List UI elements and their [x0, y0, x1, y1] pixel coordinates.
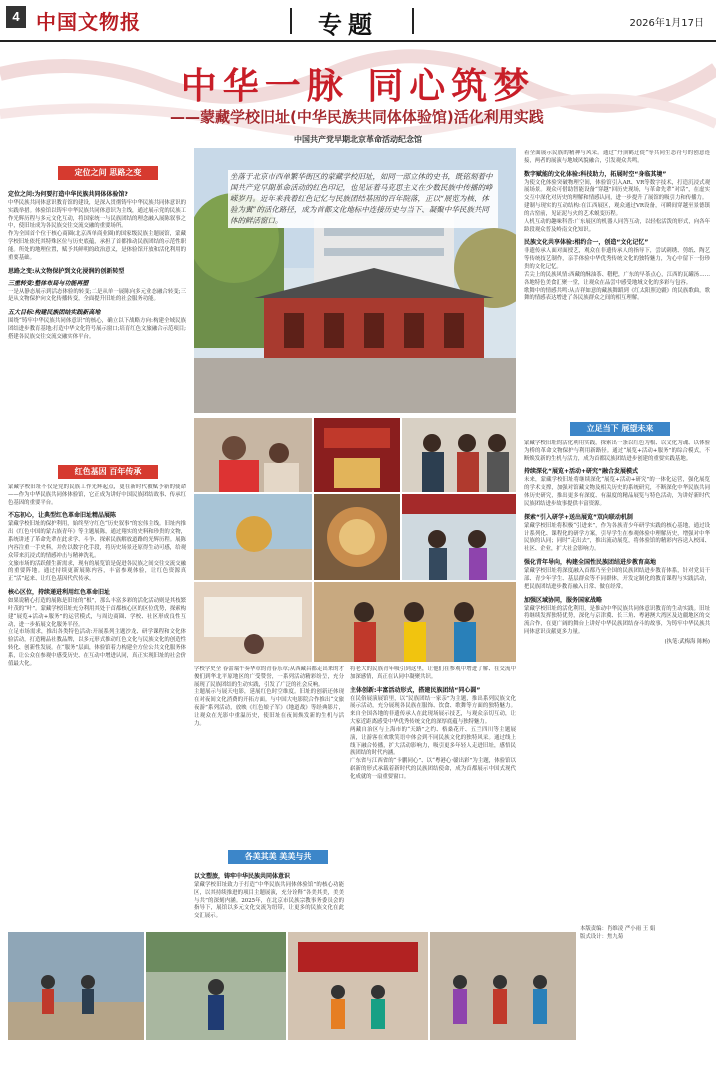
section-header: 红色基因 百年传承	[58, 465, 158, 479]
photo-activity	[314, 582, 516, 662]
paragraph: 中华民族共同体意识教育馆的建设，是深入贯彻铸牢中华民族共同体意识的实践举措。体验馆以铸牢中华民族共同体意识为主线，通过展示党的民族工作光辉历程与多元文化互动，将国家统一与民族团结的理念融入展陈叙事之中，使旧址成为各民族交往交流交融的重要场所。	[8, 200, 186, 230]
paragraph: 立足市场需求，推出各类特色活动:开展系列主题沙龙、研学课程和文化体验活动，打造精品社教品牌，以多元形式推动红色文化与民族文化的创造性转化、创新性发展。在“服务”层面，体验馆着力构建全方位公共文化服务体系，让公众在参观中感受历史、在互动中增进认同，真正实现旧址的社会价值最大化。	[8, 629, 186, 667]
paragraph: 人机互动的趣味科普:广东展区的机器人同答互动，以轻松活泼的形式，向各年龄段观众普及岭南文化知识。	[524, 218, 710, 233]
photo-activity	[194, 418, 312, 492]
subheading: 不忘初心，让典型红色革命旧址精品展陈	[8, 512, 117, 520]
subheading: 思路之变:从文物保护到文化浸润的创新转型	[8, 267, 125, 275]
page-number: 4	[6, 6, 26, 28]
paragraph: 蒙藏学校旧址的保护利用，始终坚守红色“历史叙事”的宏伟主线。旧址内推出《红色中国的蒙古族青年》等主题展陈，通过翔实的史料和珍贵的文物，系统讲述了革命先辈在此求学、斗争、探索民族解放道路的光辉历程。展陈内容注重一手史料，并佐以数字化手段，将历史场景还原得生动可感，给观众带来沉浸式的情感冲击与精神洗礼。	[8, 521, 186, 559]
subheading: 主体创新:丰富活动形式，搭建民族团结“同心圆”	[350, 686, 481, 694]
masthead	[0, 0, 716, 42]
column-2b	[194, 868, 344, 924]
paragraph: 作为全国首个位于核心商圈(北京西单商业圈)的国家级民族主题展馆，蒙藏学校旧址依托其特殊区位与历史底蕴，承担了首都推动民族团结的示范性职能。所处的地理位置，赋予其鲜明的政治意义，是体验馆开放和活化利用的重要基础。	[8, 231, 186, 261]
paragraph: 舌尖上的民族风情:西藏的酥油茶、糌粑，广东的早茶点心，江西的瓦罐汤……各地特色美食汇聚一堂，让观众在品尝中感受地域文化的多彩与包容。	[524, 271, 710, 286]
paragraph: 未来，蒙藏学校旧址将继续深化“展览+活动+研究”的一体化运营，强化展览的学术支撑，加强对馆藏文物及相关历史的系统研究，不断深化中华民族共同体历史研究，推出更多有深度、有温度的精品展览与特色活动，为讲好新时代民族团结进步故事提供丰富资源。	[524, 477, 710, 507]
editor-line: 本版责编：肖维凌 严小雨 王 娟	[580, 926, 656, 932]
paragraph: 蒙藏学校旧址的活化利用实践，探索出一条以红色为根、以文化为魂、以体验为桥的革命文物保护与利用新路径。通过“展览+活动+服务”的综合模式，不断焕发新的生机与活力，成为首都民族团结进步创建的重要实践基地。	[524, 440, 710, 462]
design-line: 版式设计：焦九菊	[580, 934, 624, 940]
subheading: 定位之问:为何要打造中华民族共同体体验馆?	[8, 191, 128, 198]
column-4	[524, 150, 710, 408]
paragraph: 为使文化体验突破物理空间，体验馆引入AR、VR等数字技术，打造沉浸式观展场景。观众可借助智能设备“穿越”回历史现场，与革命先辈“对话”，在虚实交互中深化对历史的理解和情感认同，进一步提升了展馆的吸引力和传播力。	[524, 179, 710, 202]
author-org: 中国共产党早期北京革命活动纪念馆	[294, 135, 422, 144]
paragraph: 文旅市场的活跃催生新需求，现有的展览馆是促进各民族之间交往交流交融的重要阵地。通过持续更新展陈内容，丰富参观体验，让红色资源真正“活”起来、让红色基因代代传承。	[8, 560, 186, 583]
editor-credit	[580, 924, 710, 940]
subheading: 以文塑旅，铸牢中华民族共同体意识	[194, 873, 291, 880]
photo-activity	[194, 582, 312, 662]
headline-subtitle: ——蒙藏学校旧址(中华民族共同体体验馆)活化利用实践	[170, 108, 544, 126]
photo-activity	[314, 494, 400, 580]
subheading: 加强区域协同，服务国家战略	[524, 596, 603, 604]
subheading: 三重转变:整体布局与功能再塑	[8, 279, 89, 287]
column-1	[8, 186, 186, 342]
subheading: 核心区位，持续递进利用红色革命旧址	[8, 589, 111, 597]
photo-performance	[146, 932, 286, 1040]
photo-performance	[430, 932, 576, 1040]
paragraph: 学校学史全 春蕾端午奏华章的青春乐章;从西藏昌都走出来的才俊们到华北平原地区的广受赞誉，一系列活动精彩纷呈，充分展现了民族团结的生动实践，引发了广泛的社会反响。	[194, 666, 344, 688]
column-2	[194, 666, 344, 852]
headline-title: 中华一脉 同心筑梦	[180, 66, 536, 107]
column-3	[350, 666, 516, 924]
section-header: 立足当下 展望未来	[570, 422, 670, 436]
section-header: 定位之问 思路之变	[58, 166, 158, 180]
paragraph: 如果说精心打造的展陈是旧址的“根”，那么丰富多彩的活化活动则是其枝繁叶茂的“叶”。蒙藏学校旧址充分利用其处于首都核心区的区位优势，探索构建“展览+活动+服务”的运营模式，与周边商圈、学校、社区形成良性互动，进一步拓展文化服务半径。	[8, 598, 186, 628]
divider	[412, 8, 414, 34]
subheading: 持续深化“展览+活动+研究”融合发展模式	[524, 468, 638, 476]
divider	[290, 8, 292, 34]
paragraph: 将老大的民族青年吸引到这里，让他们在参观中增进了解、在交流中加深感情，真正在认同中凝聚共识。	[350, 666, 516, 680]
author-credit: (执笔:武梅海 陈畅)	[664, 638, 710, 645]
paragraph: 在民俗展演展馆里，以“民族团结一家亲”为主题，推出系列民族文化展示活动，充分展现各民族在服饰、饮食、歌舞等方面的独特魅力。来自全国各地的非遗传承人在此现场展示技艺，与观众亲切互动，让大家近距离感受中华优秀传统文化的深厚底蕴与独特魅力。	[350, 695, 516, 726]
paragraph: 广东省与江西省的“卡鹏同心”、以“粤港心·赣出彩”为主题，体验馆以崭新的形式承载着新时代的民族团结使命，成为首都展示中国式现代化成就的一扇重要窗口。	[350, 758, 516, 780]
photo-activity	[402, 418, 516, 492]
paragraph: 歌舞中的情感共鸣:从吉祥如意的藏族舞蹈到《红太阳照边疆》的民族歌曲，歌舞的情感表达增进了各民族群众之间的相互理解。	[524, 287, 710, 302]
photo-activity	[194, 494, 312, 580]
column-4b	[524, 440, 710, 924]
paragraph: 一是从静态展示到活态体验的转变;二是从单一展陈向多元业态融合转变;三是从文物保护向文化传播转变，全面提升旧址的社会服务功能。	[8, 288, 186, 303]
column-1b	[8, 484, 186, 924]
section-header: 各美其美 美美与共	[228, 850, 328, 864]
intro-text: 坐落于北京市西单繁华街区的蒙藏学校旧址，如同一部立体的史书，既铭刻着中国共产党早期革命活动的红色印记，也见证着马克思主义在少数民族中传播的峥嵘岁月。近年来我着红色记忆与民族团结基因的百年院落，正以“展览为核、体验为翼”的活化路径，成为首都文化地标中连接历史与当下、凝聚中华民族共同体的鲜活窗口。	[228, 170, 498, 228]
subheading: 探索“引入研学+送出展览”双向联动机制	[524, 513, 633, 521]
paragraph: 蒙藏学校旧址的活化利用，是推动中华民族共同体意识教育的生动实践。旧址将继续发挥独特优势，深化与京津冀、长三角、粤港澳大湾区及边疆地区的交流合作，在更广阔的舞台上讲好中华民族团结奋斗的故事，为铸牢中华民族共同体意识贡献更多力量。	[524, 605, 710, 636]
issue-date: 2026年1月17日	[629, 18, 704, 29]
paragraph: 着全面展示民族的精神与风采。通过“丹顶鹤迁徙”等共同生态符号的创意连接，两者的展演与地域风貌融合，引发观众共鸣。	[524, 150, 710, 164]
photo-performance	[8, 932, 144, 1040]
subheading: 五大目标:构建民族团结实践新高地	[8, 309, 101, 317]
photo-performance	[288, 932, 428, 1040]
paragraph: 非遗传承人面对面授艺，观众在非遗传承人的指导下，尝试刺绣、剪纸、陶艺等传统技艺制作，亲手体验中华优秀传统文化的独特魅力，为心中留下一份珍贵的文化记忆。	[524, 248, 710, 271]
photo-activity	[314, 418, 400, 492]
paragraph: 主题展示与展天电影，延展红色时空维度。旧址的创新还体现在对夜间文化消费的开拓方面。与中国大电影院合作推出“文旅夜游”系列活动，放映《红色娘子军》《地道战》等经典影片，让观众在光影中重温历史，使旧址在夜间焕发新的生机与活力。	[194, 689, 344, 727]
paragraph: 蒙藏学校旧址将积极“引进来”，作为各族青少年研学实践的核心基地，通过设计系列化、课程化的研学方案，引导学生在参观体验中理解历史，增强对中华民族的认同；同时“走出去”，推出流动展览，将体验馆的精彩内容送入校园、社区、企业，扩大社会影响力。	[524, 522, 710, 553]
paragraph: 蒙藏学校旧址致力于打造“中华民族共同体体验馆”的核心功能区，以其持续推进的项目主题展演，充分诠释“各美其美，美美与共”的深刻内涵。2025年，在北京市民族宗教事务委员会的指导下，展馆以多元文化交流为纽带，让更多的民族文化在此交汇展示。	[194, 882, 344, 920]
paragraph: 围绕“铸牢中华民族共同体意识”的核心，确立以下战略方向:构建全域民族团结进步教育基地;打造中华文化符号展示窗口;培育红色文旅融合示范项目;搭建各民族交往交流交融实体平台。	[8, 318, 186, 340]
paper-name: 中国文物报	[36, 10, 141, 34]
section-title: 专题	[318, 11, 378, 39]
subheading: 强化青年导向，构建全国性民族团结进步教育高地	[524, 559, 657, 567]
paragraph: 蒙藏学校旧址将深度融入首都乃至全国的民族团结进步教育体系，针对党员干部、青少年学生、基层群众等不同群体，开发定制化的教育课程与实践活动，把民族团结进步教育融入日常、做在经常。	[524, 568, 710, 590]
paragraph: 两藏自治区与上海市的“天路”之约、格桑花开、五兰四川等主题展演，让游客在欢歌笑语中体会到不同民族文化的独特风采。通过线上线下融合传播，扩大活动影响力，吸引更多年轻人走进旧址，感悟民族团结的时代内涵。	[350, 726, 516, 757]
paragraph: 蒙藏学校旧址不仅是党的民族工作光辉起点，更在新时代被赋予新的使命——作为中华民族共同体体验馆，它正成为讲好中国民族团结故事、传承红色基因的重要平台。	[8, 484, 186, 506]
paragraph: 建制与现实的互动结构:在江西展区，观众通过VR设备，可瞬间穿越至景德镇的古窑前，见证泥与火的艺术蜕变历程。	[524, 203, 710, 217]
subheading: 民族文化共享体验:相约合一，创造“文化记忆”	[524, 239, 649, 247]
subheading: 数字赋能的文化体验:科技助力，拓展时空“身临其境”	[524, 170, 667, 178]
photo-activity	[402, 494, 516, 580]
